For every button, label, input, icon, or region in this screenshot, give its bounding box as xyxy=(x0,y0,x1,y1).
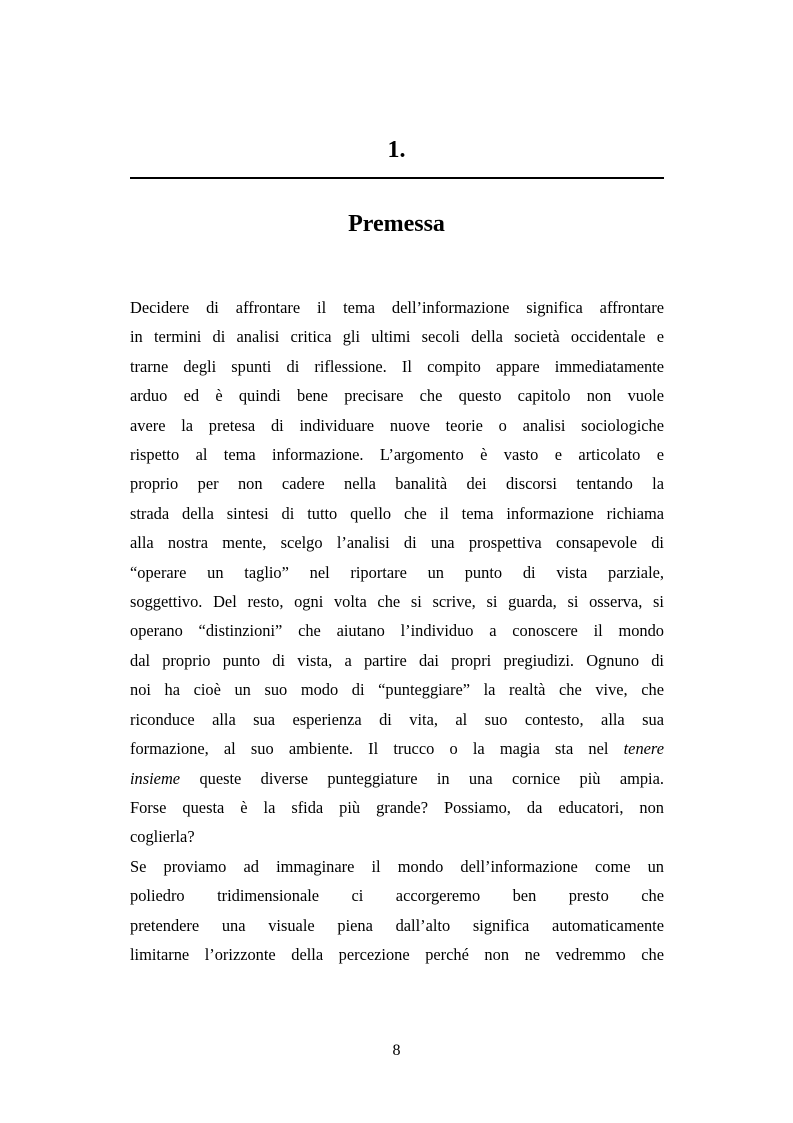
text-line-2: in termini di analisi critica gli ultimi secoli della società occidentale e xyxy=(130,327,664,347)
text-line-16 xyxy=(130,734,664,763)
text-line-20: Se proviamo ad immaginare il mondo dell’informazione come un xyxy=(130,856,664,876)
text-line-15: riconduce alla sua esperienza di vita, al suo contesto, alla sua xyxy=(130,709,664,729)
text-line-9: alla nostra mente, scelgo l’analisi di una prospettiva consapevole di xyxy=(130,533,664,553)
text-line-8: strada della sintesi di tutto quello che il tema informazione richiama xyxy=(130,503,664,523)
text-line-7: proprio per non cadere nella banalità dei discorsi tentando la xyxy=(130,474,664,494)
chapter-title: Premessa xyxy=(348,211,445,237)
text-line-10: “operare un taglio” nel riportare un punto di vista parziale, xyxy=(130,562,664,582)
text-line-5: avere la pretesa di individuare nuove teorie o analisi sociologiche xyxy=(130,415,664,435)
body-text xyxy=(130,293,664,969)
text-line-3: trarne degli spunti di riflessione. Il compito appare immediatamente xyxy=(130,356,664,376)
text-line-21: poliedro tridimensionale ci accorgeremo ben presto che xyxy=(130,886,664,906)
text-line-17 xyxy=(130,764,664,793)
italic-phrase-start: tenere xyxy=(623,739,664,759)
text-line-11: soggettivo. Del resto, ogni volta che si scrive, si guarda, si osserva, si xyxy=(130,592,664,612)
text-line-12: operano “distinzioni” che aiutano l’individuo a conoscere il mondo xyxy=(130,621,664,641)
chapter-number: 1. xyxy=(387,137,406,163)
text-line-14: noi ha cioè un suo modo di “punteggiare” la realtà che vive, che xyxy=(130,680,664,700)
text-line-17-rest: queste diverse punteggiature in una cornice più ampia. xyxy=(199,768,664,788)
text-line-13: dal proprio punto di vista, a partire dai propri pregiudizi. Ognuno di xyxy=(130,650,664,670)
text-line-6: rispetto al tema informazione. L’argomento è vasto e articolato e xyxy=(130,445,664,465)
text-line-18: Forse questa è la sfida più grande? Possiamo, da educatori, non xyxy=(130,797,664,817)
text-line-22: pretendere una visuale piena dall’alto significa automaticamente xyxy=(130,915,664,935)
text-line-19: coglierla? xyxy=(130,827,195,847)
text-line-1: Decidere di affrontare il tema dell’informazione significa affrontare xyxy=(130,298,664,317)
chapter-divider xyxy=(130,177,664,179)
italic-phrase-end: insieme xyxy=(130,768,181,788)
text-line-4: arduo ed è quindi bene precisare che questo capitolo non vuole xyxy=(130,386,664,406)
text-line-23: limitarne l’orizzonte della percezione perché non ne vedremmo che xyxy=(130,944,664,964)
page-number: 8 xyxy=(392,1042,401,1059)
text-line-16-main: formazione, al suo ambiente. Il trucco o la magia sta nel xyxy=(130,739,609,759)
